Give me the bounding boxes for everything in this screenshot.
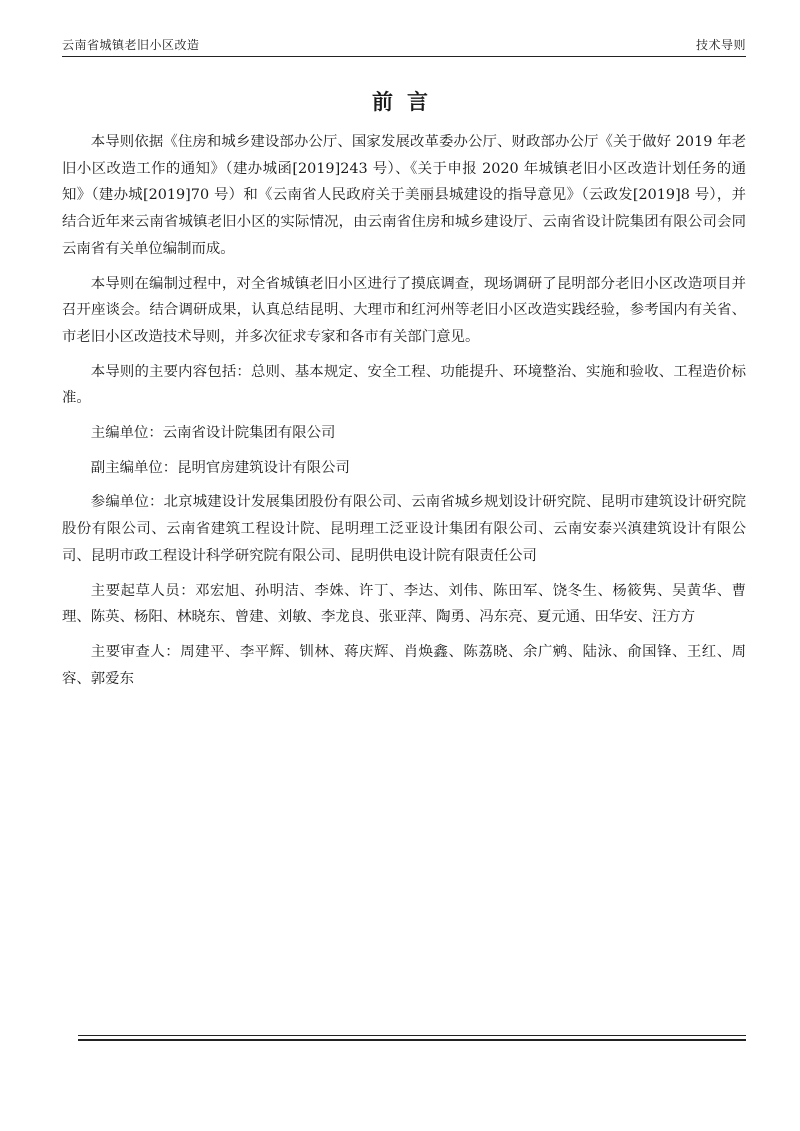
page-title: 前言 <box>372 90 442 114</box>
document-body <box>62 129 746 692</box>
paragraph-basis: 本导则依据《住房和城乡建设部办公厅、国家发展改革委办公厅、财政部办公厅《关于做好 2019 年老旧小区改造工作的通知》（建办城函[2019]243 号）、《关于申报 2020 年城镇老旧小区改造计划任务的通知》（建办城[2019]70 号）和《云南省人民政府关于美丽县城建设的指导意见》（云政发[2019]8 号），并结合近年来云南省城镇老旧小区的实际情况，由云南省住房和城乡建设厅、云南省设计院集团有限公司会同云南省有关单位编制而成。 <box>62 134 746 257</box>
header-document-type: 技术导则 <box>695 38 746 52</box>
paragraph-deputy-editor: 副主编单位：昆明官房建筑设计有限公司 <box>90 459 350 476</box>
header-document-title: 云南省城镇老旧小区改造 <box>62 38 200 52</box>
page-header <box>62 30 746 54</box>
paragraph-drafters: 主要起草人员：邓宏旭、孙明洁、李姝、许丁、李达、刘伟、陈田军、饶冬生、杨筱隽、吴黄华、曹理、陈英、杨阳、林晓东、曾建、刘敏、李龙良、张亚萍、陶勇、冯东亮、夏元通、田华安、汪方方 <box>62 582 746 626</box>
paragraph-contents: 本导则的主要内容包括：总则、基本规定、安全工程、功能提升、环境整治、实施和验收、工程造价标准。 <box>62 363 746 407</box>
footer-divider-thick <box>78 1039 746 1041</box>
paragraph-chief-editor: 主编单位：云南省设计院集团有限公司 <box>90 425 336 442</box>
paragraph-reviewers: 主要审查人：周建平、李平辉、钏林、蒋庆辉、肖焕鑫、陈荔晓、余广鹓、陆泳、俞国锋、王红、周容、郭爱东 <box>62 643 746 687</box>
paragraph-participating-units: 参编单位：北京城建设计发展集团股份有限公司、云南省城乡规划设计研究院、昆明市建筑设计研究院股份有限公司、云南省建筑工程设计院、昆明理工泛亚设计集团有限公司、云南安泰兴滇建筑设计有限公司、昆明市政工程设计科学研究院有限公司、昆明供电设计院有限责任公司 <box>62 494 746 564</box>
footer-divider-thin <box>78 1035 746 1036</box>
paragraph-process: 本导则在编制过程中，对全省城镇老旧小区进行了摸底调查，现场调研了昆明部分老旧小区改造项目并召开座谈会。结合调研成果，认真总结昆明、大理市和红河州等老旧小区改造实践经验，参考国内有关省、市老旧小区改造技术导则，并多次征求专家和各市有关部门意见。 <box>62 275 746 345</box>
header-divider <box>62 56 746 57</box>
